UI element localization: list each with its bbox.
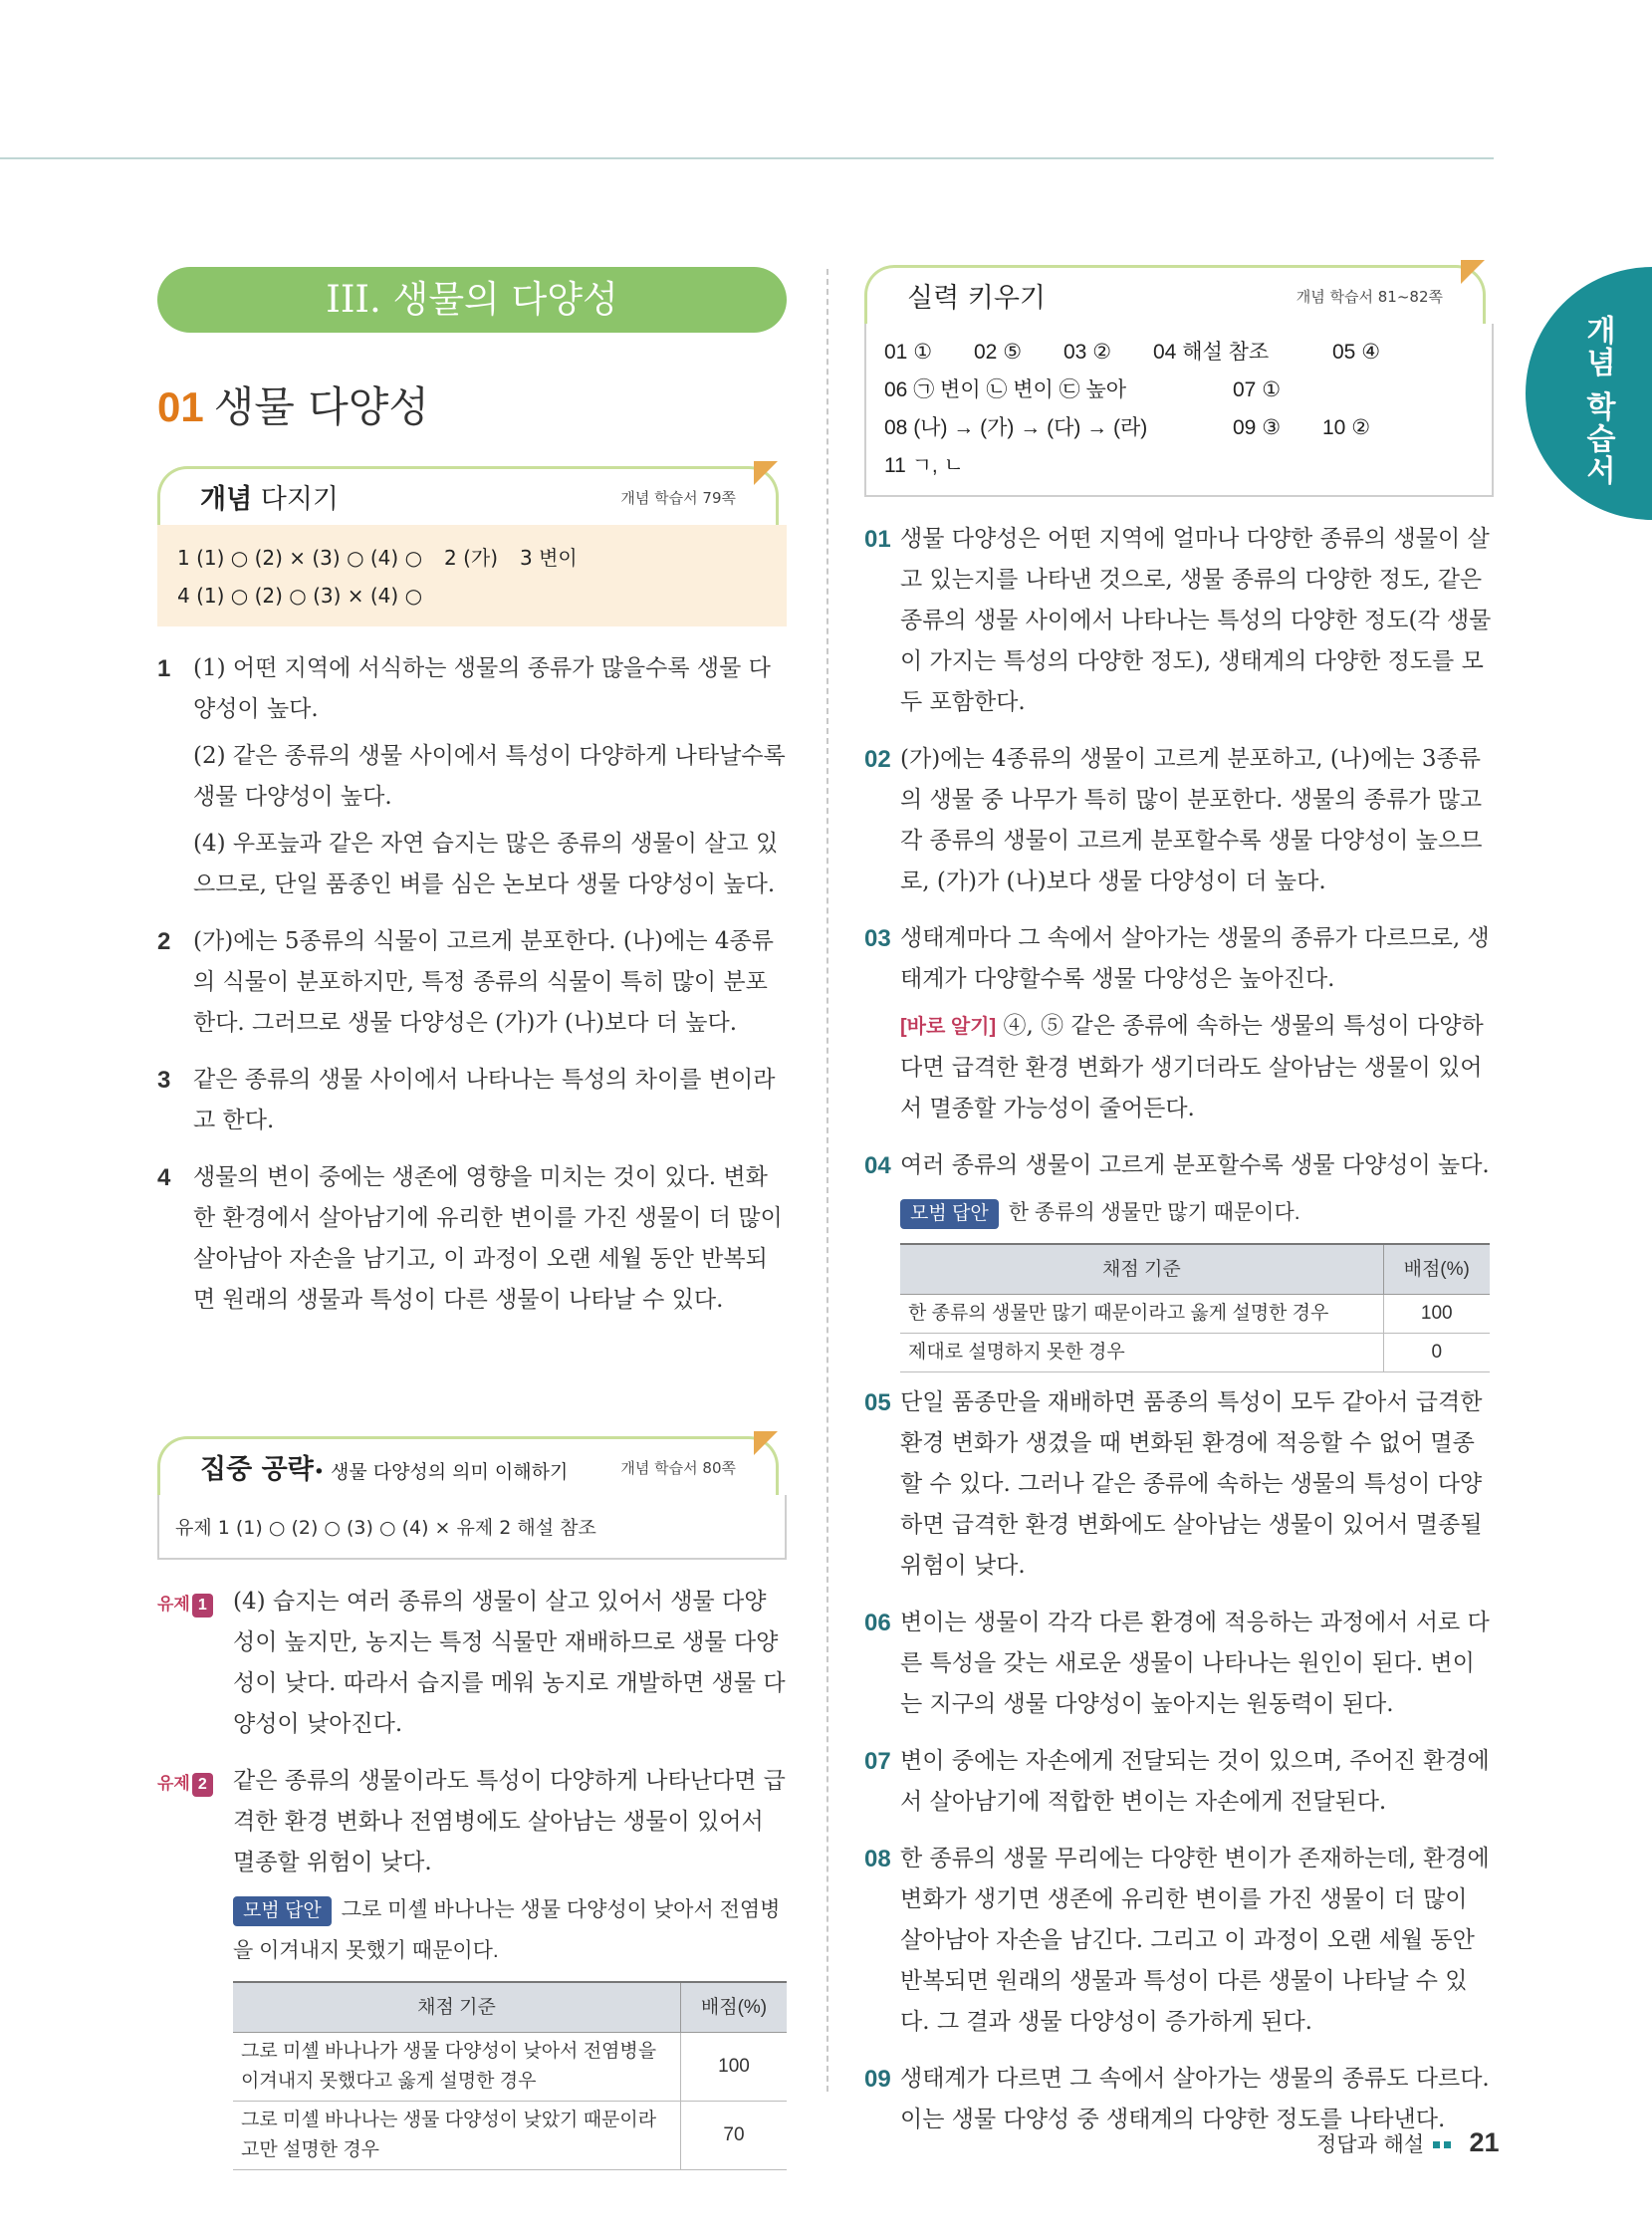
explanation-item: 03 생태계마다 그 속에서 살아가는 생물의 종류가 다르므로, 생태계가 다양할수록 생물 다양성은 높아진다. [바로 알기] ④, ⑤ 같은 종류에 속하는 생물의 특성이 다양하다면 급격한 환경 변화가 생기더라도 살아남는 생물이 있어서 멸종할 가능성이 줄어든다. xyxy=(864,925,1490,1121)
top-rule xyxy=(0,157,1494,159)
right-column xyxy=(864,265,1494,2156)
practice-explanations xyxy=(864,519,1494,2146)
model-answer-label: 모범 답안 xyxy=(900,1199,999,1229)
explanation-item: 3 같은 종류의 생물 사이에서 나타나는 특성의 차이를 변이라고 한다. xyxy=(157,1067,776,1133)
focus-box xyxy=(157,1436,787,1560)
focus-explanations xyxy=(157,1582,787,2170)
answer-row: 4 (1) ○ (2) ○ (3) × (4) ○ xyxy=(177,584,423,608)
focus-header xyxy=(157,1436,779,1495)
side-tab-label: 개념 학습서 xyxy=(1580,315,1615,487)
answer-row: 01 ① 02 ⑤ 03 ② 04 해설 참조 05 ④ xyxy=(884,341,1381,364)
practice-title: 실력 키우기 xyxy=(907,283,1046,314)
concept-check-ref: 개념 학습서 79쪽 xyxy=(620,489,736,507)
practice-box xyxy=(864,265,1494,497)
concept-check-header xyxy=(157,466,779,525)
left-column xyxy=(157,267,787,2180)
grading-table: 채점 기준 배점(%) 한 종류의 생물만 많기 때문이라고 옳게 설명한 경우 100 제대로 설명하지 못한 경우 0 xyxy=(900,1243,1490,1372)
grading-table: 채점 기준 배점(%) 그로 미셸 바나나가 생물 다양성이 낮아서 전염병을 이겨내지 못했다고 옳게 설명한 경우 100 그로 미셸 바나나는 생물 다양성이 낮았기 때문이라고만 설명한 경우 70 xyxy=(233,1981,787,2170)
focus-title: 집중 공략• 생물 다양성의 의미 이해하기 xyxy=(200,1454,569,1485)
page-number: 21 xyxy=(1469,2127,1500,2157)
explanation-item: 2 (가)에는 5종류의 식물이 고르게 분포한다. (나)에는 4종류의 식물이 분포하지만, 특정 종류의 식물이 특히 많이 분포한다. 그러므로 생물 다양성은 (가)가 (나)보다 더 높다. xyxy=(157,928,774,1036)
section-name: 생물 다양성 xyxy=(213,382,429,431)
concept-check-title: 개념 다지기 xyxy=(200,484,340,515)
side-tab xyxy=(1526,267,1652,520)
page-footer xyxy=(1316,2127,1500,2158)
answer-row: 06 ㉠ 변이 ㉡ 변이 ㉢ 높아 07 ① xyxy=(884,378,1282,401)
corner-fold xyxy=(754,1431,778,1455)
concept-check-box xyxy=(157,466,787,626)
explanation-item: 04 여러 종류의 생물이 고르게 분포할수록 생물 다양성이 높다. 모범 답안 한 종류의 생물만 많기 때문이다. 채점 기준 배점(%) 한 종류의 생물만 많기 때문이라고 옳게 설명한 경우 100 제대로 설명하지 못한 경우 0 xyxy=(864,1145,1494,1372)
footer-square-icon xyxy=(1444,2141,1451,2148)
explanation-item: 05 단일 품종만을 재배하면 품종의 특성이 모두 같아서 급격한 환경 변화가 생겼을 때 변화된 환경에 적응할 수 없어 멸종할 수 있다. 그러나 같은 종류에 속하는 생물의 특성이 다양하면 급격한 환경 변화에도 살아남는 생물이 있어서 멸종될 위험이 낮다. xyxy=(864,1389,1483,1579)
concept-explanations xyxy=(157,648,787,1327)
practice-answers xyxy=(864,324,1494,497)
model-answer: 그로 미셸 바나나는 생물 다양성이 낮아서 전염병을 이겨내지 못했기 때문이다. xyxy=(233,1898,781,1962)
explanation-item: 09 생태계가 다르면 그 속에서 살아가는 생물의 종류도 다르다. 이는 생물 다양성 중 생태계의 다양한 정도를 나타낸다. xyxy=(864,2066,1490,2132)
explanation-item: 4 생물의 변이 중에는 생존에 영향을 미치는 것이 있다. 변화한 환경에서 살아남기에 유리한 변이를 가진 생물이 더 많이 살아남아 자손을 남기고, 이 과정이 오랜 세월 동안 반복되면 원래의 생물과 특성이 다른 생물이 나타날 수 있다. xyxy=(157,1164,783,1313)
explanation-item: 07 변이 중에는 자손에게 전달되는 것이 있으며, 주어진 환경에서 살아남기에 적합한 변이는 자손에게 전달된다. xyxy=(864,1748,1490,1815)
example-item: 유제 1 (4) 습지는 여러 종류의 생물이 살고 있어서 생물 다양성이 높지만, 농지는 특정 식물만 재배하므로 생물 다양성이 낮다. 따라서 습지를 메워 농지로 개발하면 생물 다양성이 낮아진다. xyxy=(157,1589,786,1737)
model-answer-label: 모범 답안 xyxy=(233,1896,332,1926)
column-divider xyxy=(826,269,828,2092)
concept-check-answers xyxy=(157,525,787,626)
answer-row: 11 ㄱ, ㄴ xyxy=(884,454,964,477)
explanation-item: 06 변이는 생물이 각각 다른 환경에 적응하는 과정에서 서로 다른 특성을 갖는 새로운 생물이 나타나는 원인이 된다. 변이는 지구의 생물 다양성이 높아지는 원동력이 된다. xyxy=(864,1610,1490,1717)
focus-ref: 개념 학습서 80쪽 xyxy=(620,1459,736,1477)
explanation-item: 02 (가)에는 4종류의 생물이 고르게 분포하고, (나)에는 3종류의 생물 중 나무가 특히 많이 분포한다. 생물의 종류가 많고 각 종류의 생물이 고르게 분포할수록 생물 다양성이 높으므로, (가)가 (나)보다 생물 다양성이 더 높다. xyxy=(864,746,1483,894)
answer-row: 08 (나) → (가) → (다) → (라) 09 ③ 10 ② xyxy=(884,416,1371,439)
footer-label: 정답과 해설 xyxy=(1316,2132,1425,2156)
answer-row: 1 (1) ○ (2) × (3) ○ (4) ○ 2 (가) 3 변이 xyxy=(177,546,578,570)
correction-label: [바로 알기] xyxy=(900,1016,997,1038)
practice-header xyxy=(864,265,1486,324)
explanation-item: 01 생물 다양성은 어떤 지역에 얼마나 다양한 종류의 생물이 살고 있는지를 나타낸 것으로, 생물 종류의 다양한 정도, 같은 종류의 생물 사이에서 나타나는 특성의 다양한 정도(각 생물이 가지는 특성의 다양한 정도), 생태계의 다양한 정도를 모두 포함한다. xyxy=(864,526,1492,715)
practice-ref: 개념 학습서 81~82쪽 xyxy=(1296,288,1443,306)
model-answer: 한 종류의 생물만 많기 때문이다. xyxy=(1008,1201,1300,1224)
unit-banner: III. 생물의 다양성 xyxy=(157,267,787,333)
example-item: 유제 2 같은 종류의 생물이라도 특성이 다양하게 나타난다면 급격한 환경 변화나 전염병에도 살아남는 생물이 있어서 멸종할 위험이 낮다. 모범 답안 그로 미셸 바나나는 생물 다양성이 낮아서 전염병을 이겨내지 못했기 때문이다. 채점 기준 배점(%) 그로 미셸 바나나가 생물 다양성이 낮아서 전염병을 이겨내지 못했다고 옳게 설명한 경우 100 그로 미셸 바나나는 생물 다양성이 낮았기 때문이라고만 설명한 경우 70 xyxy=(157,1761,787,2170)
focus-answers: 유제 1 (1) ○ (2) ○ (3) ○ (4) × 유제 2 해설 참조 xyxy=(157,1495,787,1560)
explanation-item: 08 한 종류의 생물 무리에는 다양한 변이가 존재하는데, 환경에 변화가 생기면 생존에 유리한 변이를 가진 생물이 더 많이 살아남아 자손을 남긴다. 그리고 이 과정이 오랜 세월 동안 반복되면 원래의 생물과 특성이 다른 생물이 나타날 수 있다. 그 결과 생물 다양성이 증가하게 된다. xyxy=(864,1846,1490,2035)
corner-fold xyxy=(754,461,778,485)
section-number: 01 xyxy=(157,383,204,430)
explanation-item: 1 (1) 어떤 지역에 서식하는 생물의 종류가 많을수록 생물 다양성이 높다. (2) 같은 종류의 생물 사이에서 특성이 다양하게 나타날수록 생물 다양성이 높다. (4) 우포늪과 같은 자연 습지는 많은 종류의 생물이 살고 있으므로, 단일 품종인 벼를 심은 논보다 생물 다양성이 높다. xyxy=(157,655,786,897)
corner-fold xyxy=(1461,260,1485,284)
section-title xyxy=(157,374,787,434)
footer-square-icon xyxy=(1433,2141,1440,2148)
